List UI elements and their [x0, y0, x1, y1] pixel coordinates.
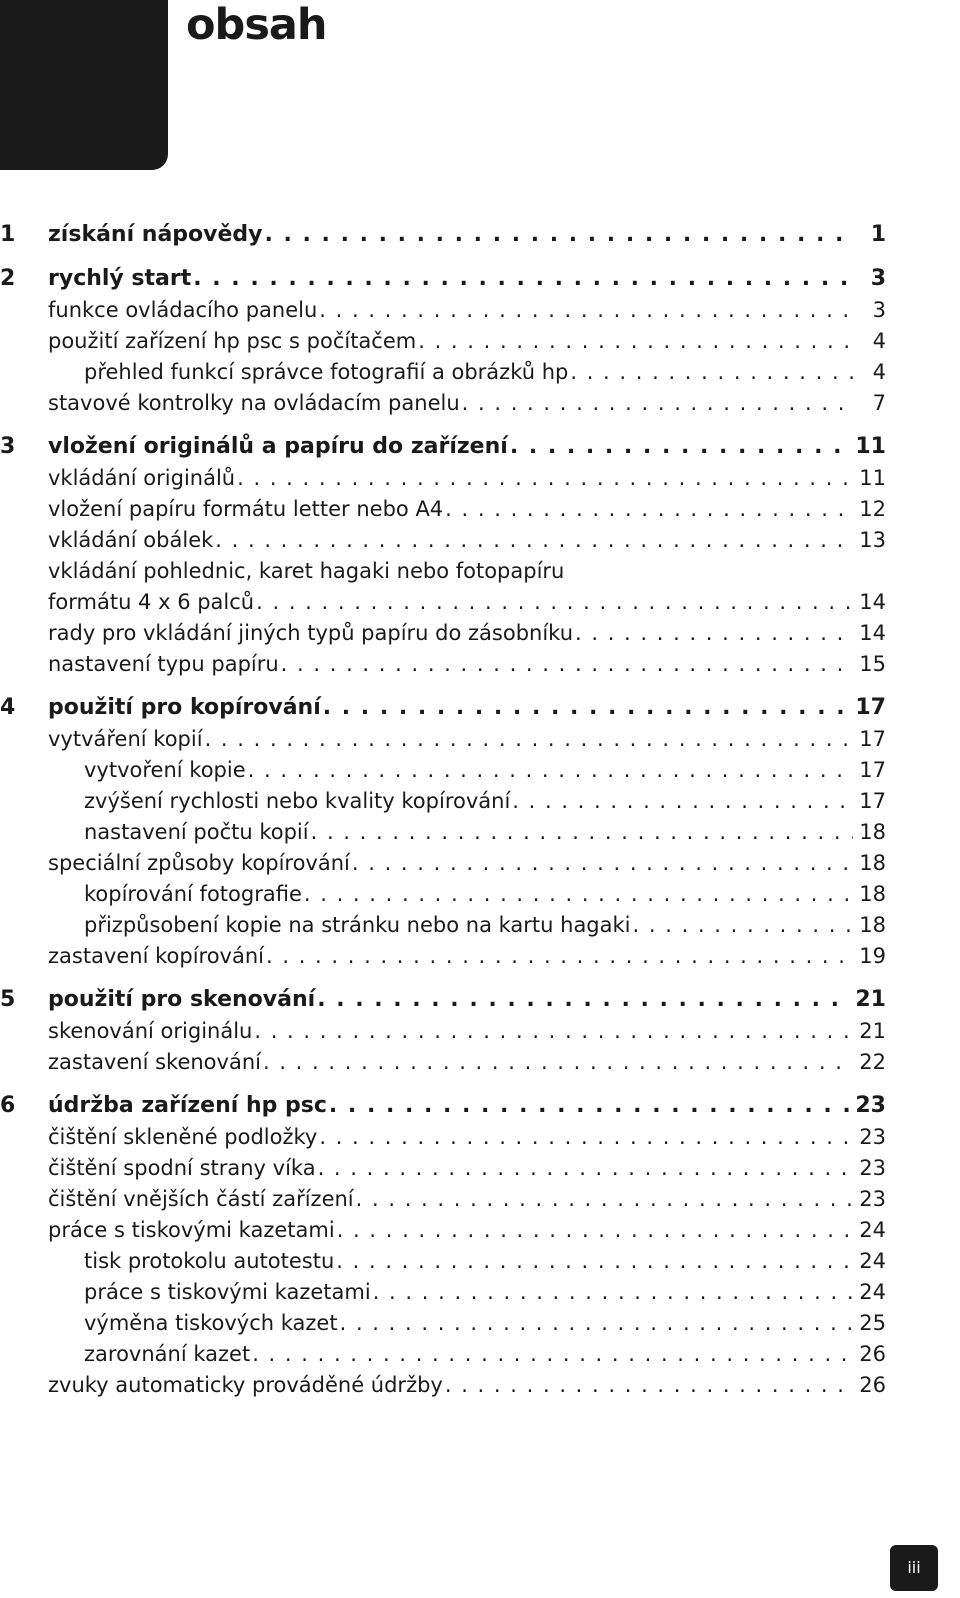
leader-dots	[311, 817, 854, 848]
page-number: 23	[855, 1093, 886, 1118]
entry-label: výměna tiskových kazet	[84, 1311, 338, 1335]
toc-entry[interactable]	[0, 1047, 886, 1078]
entry-label: rady pro vkládání jiných typů papíru do zásobníku	[48, 621, 573, 645]
toc-entry[interactable]	[0, 649, 886, 680]
page-number: 3	[870, 266, 886, 291]
leader-dots	[512, 786, 853, 817]
leader-dots	[329, 1089, 849, 1122]
page-number: 26	[859, 1342, 886, 1366]
leader-dots	[254, 1016, 853, 1047]
leader-dots	[265, 218, 855, 251]
leader-dots	[237, 463, 853, 494]
page-number: 23	[859, 1187, 886, 1211]
entry-label: vkládání obálek	[48, 528, 214, 552]
page-number: 17	[859, 758, 886, 782]
page-number: 12	[859, 497, 886, 521]
leader-dots	[323, 691, 850, 724]
page-number: 21	[859, 1019, 886, 1043]
leader-dots	[205, 724, 854, 755]
page-number: 19	[859, 944, 886, 968]
toc-chapter-heading[interactable]	[0, 262, 886, 295]
chapter-title: použití pro skenování	[48, 987, 316, 1012]
leader-dots	[337, 1215, 854, 1246]
entry-label: zastavení kopírování	[48, 944, 264, 968]
toc-chapter-3	[0, 430, 886, 680]
leader-dots	[317, 983, 849, 1016]
toc-entry-continuation[interactable]	[0, 587, 886, 618]
page-number: 11	[855, 434, 886, 459]
toc-entry[interactable]	[0, 848, 886, 879]
page-number: 24	[859, 1249, 886, 1273]
toc-chapter-heading[interactable]	[0, 218, 886, 251]
page-folio-badge: iii	[890, 1545, 938, 1591]
toc-entry[interactable]	[0, 1370, 886, 1401]
leader-dots	[445, 1370, 853, 1401]
page-number: 17	[859, 727, 886, 751]
entry-label: použití zařízení hp psc s počítačem	[48, 329, 417, 353]
leader-dots	[418, 326, 854, 357]
page-number: 24	[859, 1280, 886, 1304]
toc-entry[interactable]	[0, 525, 886, 556]
toc-chapter-5	[0, 983, 886, 1078]
toc-entry[interactable]	[0, 941, 886, 972]
chapter-title: vložení originálů a papíru do zařízení	[48, 434, 508, 459]
chapter-number: 3	[0, 434, 16, 459]
entry-label: stavové kontrolky na ovládacím panelu	[48, 391, 460, 415]
page-number: 17	[859, 789, 886, 813]
entry-label: vytvoření kopie	[84, 758, 246, 782]
entry-label: zvuky automaticky prováděné údržby	[48, 1373, 443, 1397]
toc-subentry[interactable]	[0, 1339, 886, 1370]
toc-subentry[interactable]	[0, 879, 886, 910]
leader-dots	[304, 879, 853, 910]
leader-dots	[633, 910, 854, 941]
leader-dots	[248, 755, 854, 786]
page-number: 3	[872, 298, 886, 322]
chapter-number: 5	[0, 987, 16, 1012]
entry-label-continuation: formátu 4 x 6 palců	[48, 590, 255, 614]
toc-chapter-heading[interactable]	[0, 1089, 886, 1122]
toc-subentry[interactable]	[0, 755, 886, 786]
page-number: 18	[859, 851, 886, 875]
chapter-title: rychlý start	[48, 266, 192, 291]
toc-chapter-heading[interactable]	[0, 691, 886, 724]
toc-entry[interactable]	[0, 1122, 886, 1153]
leader-dots	[462, 388, 854, 419]
leader-dots	[193, 262, 854, 295]
entry-label: čištění skleněné podložky	[48, 1125, 318, 1149]
leader-dots	[319, 295, 854, 326]
page-number: 7	[872, 391, 886, 415]
toc-subentry[interactable]	[0, 817, 886, 848]
leader-dots	[263, 1047, 853, 1078]
page-number: 1	[870, 222, 886, 247]
entry-label: čištění vnějších částí zařízení	[48, 1187, 354, 1211]
entry-label: skenování originálu	[48, 1019, 253, 1043]
toc-chapter-4	[0, 691, 886, 972]
chapter-number: 1	[0, 222, 16, 247]
toc-entry[interactable]	[0, 1153, 886, 1184]
entry-label: vkládání originálů	[48, 466, 236, 490]
toc-chapter-6	[0, 1089, 886, 1401]
leader-dots	[373, 1277, 854, 1308]
entry-label: přizpůsobení kopie na stránku nebo na kartu hagaki	[84, 913, 631, 937]
page-number: 21	[855, 987, 886, 1012]
leader-dots	[252, 1339, 853, 1370]
chapter-title: získání nápovědy	[48, 222, 263, 247]
toc-subentry[interactable]	[0, 786, 886, 817]
leader-dots	[570, 357, 854, 388]
leader-dots	[575, 618, 853, 649]
toc-entry[interactable]	[0, 618, 886, 649]
toc-subentry[interactable]	[0, 1277, 886, 1308]
toc-subentry[interactable]	[0, 910, 886, 941]
entry-label: nastavení typu papíru	[48, 652, 279, 676]
toc-chapter-heading[interactable]	[0, 430, 886, 463]
leader-dots	[215, 525, 853, 556]
entry-label: zvýšení rychlosti nebo kvality kopírování	[84, 789, 511, 813]
page-number: 4	[872, 329, 886, 353]
leader-dots	[336, 1246, 853, 1277]
page-number: 26	[859, 1373, 886, 1397]
page-number: 23	[859, 1125, 886, 1149]
leader-dots	[318, 1153, 854, 1184]
entry-label: zarovnání kazet	[84, 1342, 251, 1366]
entry-label: speciální způsoby kopírování	[48, 851, 350, 875]
page-number: 24	[859, 1218, 886, 1242]
chapter-number: 4	[0, 695, 16, 720]
toc-entry[interactable]	[0, 494, 886, 525]
entry-label: čištění spodní strany víka	[48, 1156, 316, 1180]
toc-subentry[interactable]	[0, 1308, 886, 1339]
entry-label: kopírování fotografie	[84, 882, 302, 906]
page-number: 23	[859, 1156, 886, 1180]
page-number: 14	[859, 621, 886, 645]
page-number: 14	[859, 590, 886, 614]
toc-subentry[interactable]	[0, 357, 886, 388]
entry-label: zastavení skenování	[48, 1050, 261, 1074]
chapter-number: 6	[0, 1093, 16, 1118]
toc-subentry[interactable]	[0, 1246, 886, 1277]
entry-label: přehled funkcí správce fotografií a obrázků hp	[84, 360, 569, 384]
entry-label: tisk protokolu autotestu	[84, 1249, 335, 1273]
page-title: obsah	[186, 0, 327, 50]
toc-entry[interactable]	[0, 1016, 886, 1047]
toc-entry[interactable]	[0, 463, 886, 494]
toc-chapter-heading[interactable]	[0, 983, 886, 1016]
page-number: 4	[872, 360, 886, 384]
leader-dots	[510, 430, 850, 463]
toc-entry[interactable]	[0, 724, 886, 755]
toc-entry[interactable]	[0, 326, 886, 357]
page-number: 18	[859, 913, 886, 937]
entry-label: funkce ovládacího panelu	[48, 298, 318, 322]
leader-dots	[319, 1122, 853, 1153]
entry-label: práce s tiskovými kazetami	[48, 1218, 335, 1242]
page-number: 25	[859, 1311, 886, 1335]
toc-entry[interactable]	[0, 388, 886, 419]
leader-dots	[445, 494, 853, 525]
entry-label: vkládání pohlednic, karet hagaki nebo fotopapíru	[48, 559, 565, 583]
page-number: 13	[859, 528, 886, 552]
toc-entry[interactable]	[0, 1215, 886, 1246]
chapter-title: použití pro kopírování	[48, 695, 321, 720]
chapter-tab-block	[0, 0, 168, 170]
table-of-contents	[0, 218, 886, 1412]
leader-dots	[266, 941, 853, 972]
page-number: 11	[859, 466, 886, 490]
entry-label: vytváření kopií	[48, 727, 203, 751]
leader-dots	[352, 848, 853, 879]
page-number: 22	[859, 1050, 886, 1074]
entry-label: práce s tiskovými kazetami	[84, 1280, 371, 1304]
entry-label: vložení papíru formátu letter nebo A4	[48, 497, 444, 521]
chapter-title: údržba zařízení hp psc	[48, 1093, 327, 1118]
toc-chapter-1	[0, 218, 886, 251]
page-number: 17	[855, 695, 886, 720]
toc-entry[interactable]	[0, 295, 886, 326]
leader-dots	[256, 587, 853, 618]
leader-dots	[281, 649, 854, 680]
toc-chapter-2	[0, 262, 886, 419]
leader-dots	[340, 1308, 854, 1339]
entry-label: nastavení počtu kopií	[84, 820, 309, 844]
page-number: 18	[859, 882, 886, 906]
page-number: 15	[859, 652, 886, 676]
leader-dots	[356, 1184, 854, 1215]
toc-entry[interactable]	[0, 1184, 886, 1215]
page-number: 18	[859, 820, 886, 844]
toc-entry-first-line[interactable]	[0, 556, 886, 587]
chapter-number: 2	[0, 266, 16, 291]
